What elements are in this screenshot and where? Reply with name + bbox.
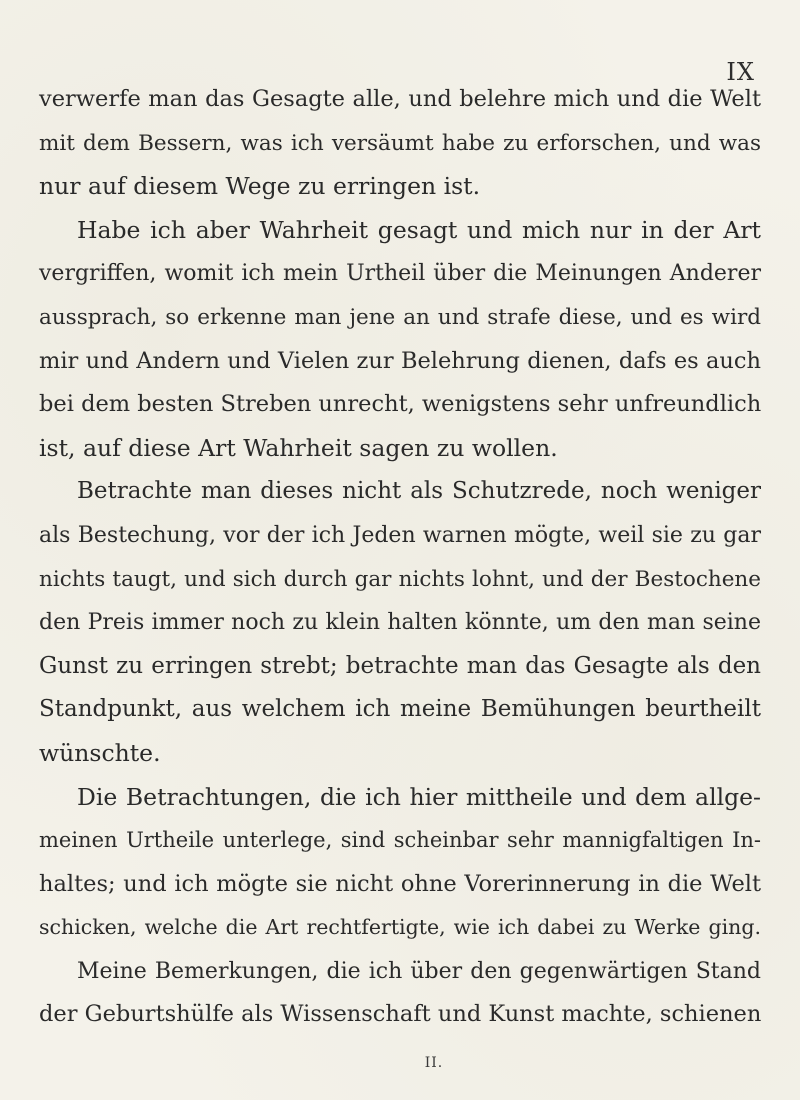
text-line: Habe ich aber Wahrheit gesagt und mich nur in der Art [77, 215, 761, 244]
signature-mark [0, 1055, 800, 1071]
text-line: mir und Andern und Vielen zur Belehrung dienen, dafs es auch [39, 347, 761, 374]
signature-mark-text: II. [424, 1055, 444, 1071]
text-line: schicken, welche die Art rechtfertigte, wie ich dabei zu Werke ging. [39, 915, 761, 940]
text-line: nichts taugt, und sich durch gar nichts lohnt, und der Bestochene [39, 566, 761, 592]
text-line: bei dem besten Streben unrecht, wenigstens sehr unfreundlich [39, 391, 762, 418]
text-line: verwerfe man das Gesagte alle, und belehre mich und die Welt [39, 86, 761, 112]
text-line: mit dem Bessern, was ich versäumt habe zu erforschen, und was [39, 130, 761, 156]
text-line: vergriffen, womit ich mein Urtheil über die Meinungen Anderer [39, 261, 761, 287]
text-line: Die Betrachtungen, die ich hier mittheile und dem allge- [77, 782, 761, 811]
text-line: meinen Urtheile unterlege, sind scheinbar sehr mannigfaltigen In- [39, 828, 761, 853]
text-line: haltes; und ich mögte sie nicht ohne Vorerinnerung in die Welt [39, 870, 761, 897]
body-text [39, 78, 761, 1037]
text-line: den Preis immer noch zu klein halten könnte, um den man seine [39, 610, 761, 636]
text-line: nur auf diesem Wege zu erringen ist. [39, 172, 481, 201]
text-line: der Geburtshülfe als Wissenschaft und Kunst machte, schienen [39, 1001, 762, 1028]
page-number: IX [726, 58, 755, 86]
text-line: wünschte. [39, 738, 161, 767]
text-line: als Bestechung, vor der ich Jeden warnen mögte, weil sie zu gar [39, 522, 761, 548]
text-line: Meine Bemerkungen, die ich über den gegenwärtigen Stand [77, 958, 761, 984]
text-line: ist, auf diese Art Wahrheit sagen zu wollen. [39, 433, 558, 462]
text-line: aussprach, so erkenne man jene an und strafe diese, und es wird [39, 304, 761, 330]
text-line: Betrachte man dieses nicht als Schutzrede, noch weniger [77, 478, 761, 505]
text-line: Gunst zu erringen strebt; betrachte man das Gesagte als den [39, 652, 761, 679]
text-line: Standpunkt, aus welchem ich meine Bemühungen beurtheilt [39, 696, 761, 723]
